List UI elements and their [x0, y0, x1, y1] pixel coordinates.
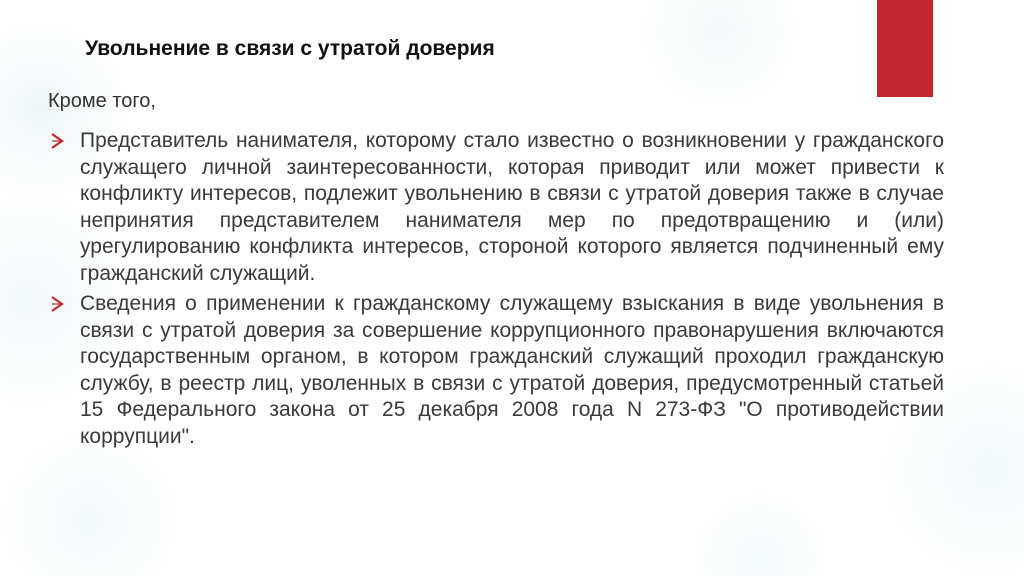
bullet-item	[48, 128, 944, 287]
bullet-text: Представитель нанимателя, которому стало известно о возникновении у гражданского служащего личной заинтересованности, которая приводит или может привести к конфликту интересов, подлежит увольнению в связи с утратой доверия также в случае непринятия представителем нанимателя мер по предотвращению и (или) урегулированию конфликта интересов, стороной которого является подчиненный ему гражданский служащий.	[80, 129, 944, 285]
bullet-text: Сведения о применении к гражданскому служащему взыскания в виде увольнения в связи с утратой доверия за совершение коррупционного правонарушения включаются государственным органом, в котором гражданский служащий проходил гражданскую службу, в реестр лиц, уволенных в связи с утратой доверия, предусмотренный статьей 15 Федерального закона от 25 декабря 2008 года N 273-ФЗ "О противодействии коррупции".	[80, 292, 944, 448]
slide-title: Увольнение в связи с утратой доверия	[85, 37, 495, 60]
red-accent-bar	[877, 0, 933, 97]
bullet-item	[48, 291, 944, 450]
intro-text: Кроме того,	[48, 90, 156, 112]
chevron-right-arrow-icon	[50, 131, 64, 151]
bullet-list	[48, 128, 944, 454]
chevron-right-arrow-icon	[50, 294, 64, 314]
